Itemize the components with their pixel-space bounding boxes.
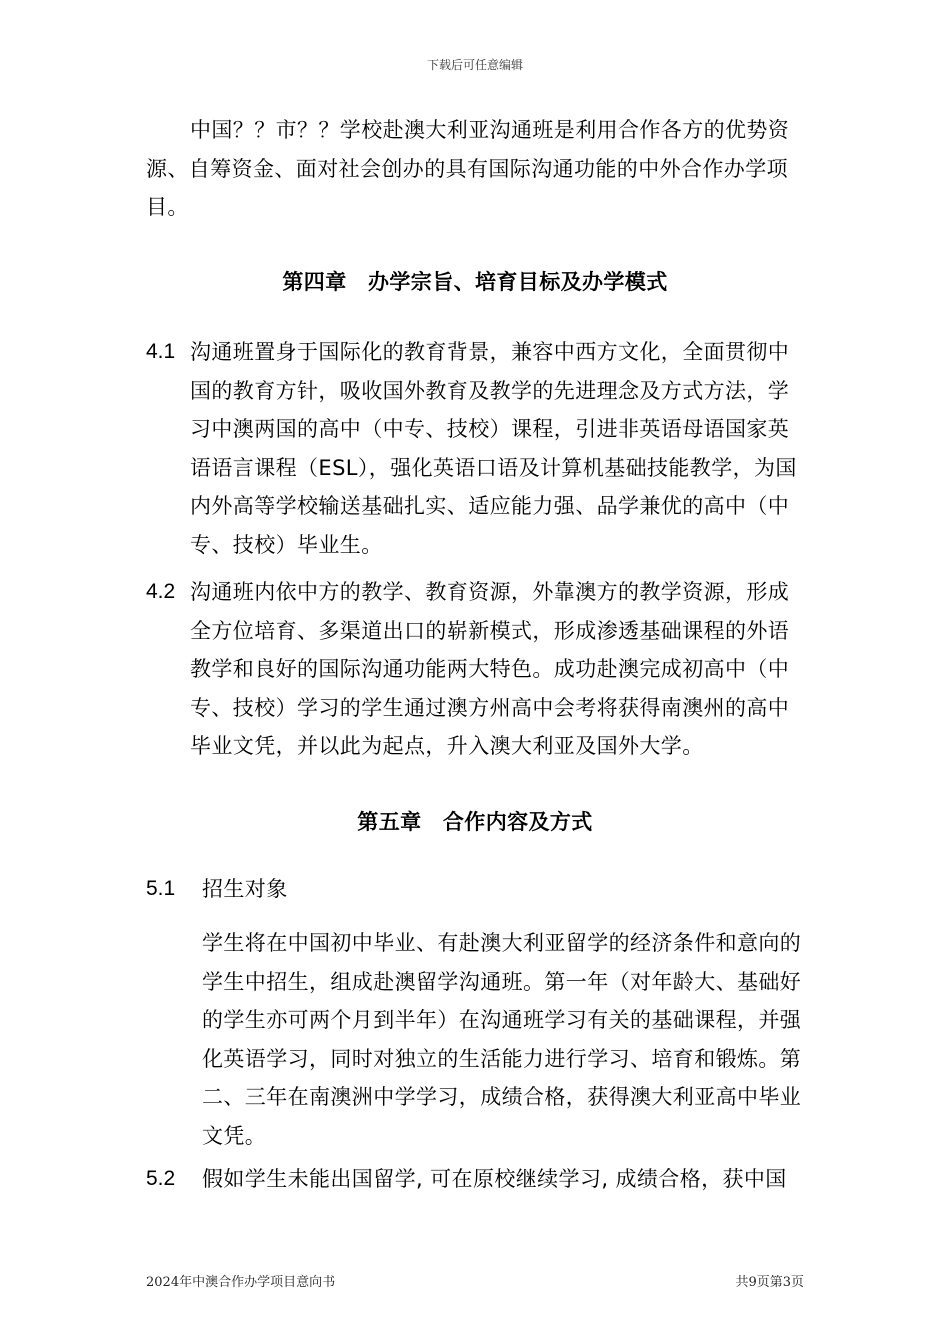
footer-document-title: 2024年中澳合作办学项目意向书 [146,1275,336,1290]
footer-page-number: 共9页第3页 [735,1275,804,1290]
section-4-2 [146,573,808,766]
section-5-1 [146,870,808,909]
section-text: 假如学生未能出国留学, 可在原校继续学习, 成绩合格，获中国 [202,1167,787,1191]
section-number: 5.1 [146,877,176,900]
section-text: 沟通班内依中方的教学、教育资源，外靠澳方的教学资源，形成全方位培育、多渠道出口的崭新模式，形成渗透基础课程的外语教学和良好的国际沟通功能两大特色。成功赴澳完成初高中（中专、技校）学习的学生通过澳方州高中会考将获得南澳州的高中毕业文凭，并以此为起点，升入澳大利亚及国外大学。 [190,580,790,758]
section-5-1-body: 学生将在中国初中毕业、有赴澳大利亚留学的经济条件和意向的学生中招生，组成赴澳留学沟通班。第一年（对年龄大、基础好的学生亦可两个月到半年）在沟通班学习有关的基础课程，并强化英语学习，同时对独立的生活能力进行学习、培育和锻炼。第二、三年在南澳洲中学学习，成绩合格，获得澳大利亚高中毕业文凭。 [202,931,802,1148]
intro-paragraph: 中国？？市？？学校赴澳大利亚沟通班是利用合作各方的优势资源、自筹资金、面对社会创办的具有国际沟通功能的中外合作办学项目。 [146,118,790,219]
section-number: 4.2 [146,580,176,603]
page-header-note: 下载后可任意编辑 [426,58,523,72]
section-4-1 [146,333,808,564]
section-text: 沟通班置身于国际化的教育背景，兼容中西方文化，全面贯彻中国的教育方针，吸收国外教育及教学的先进理念及方式方法，学习中澳两国的高中（中专、技校）课程，引进非英语母语国家英语语言课程（ESL），强化英语口语及计算机基础技能教学，为国内外高等学校输送基础扎实、适应能力强、品学兼优的高中（中专、技校）毕业生。 [190,340,797,557]
section-heading: 招生对象 [202,877,288,901]
chapter-4-title: 第四章 办学宗旨、培育目标及办学模式 [282,270,668,294]
section-number: 5.2 [146,1167,176,1190]
section-5-2 [146,1160,808,1199]
chapter-5-title: 第五章 合作内容及方式 [357,810,593,834]
section-number: 4.1 [146,340,176,363]
